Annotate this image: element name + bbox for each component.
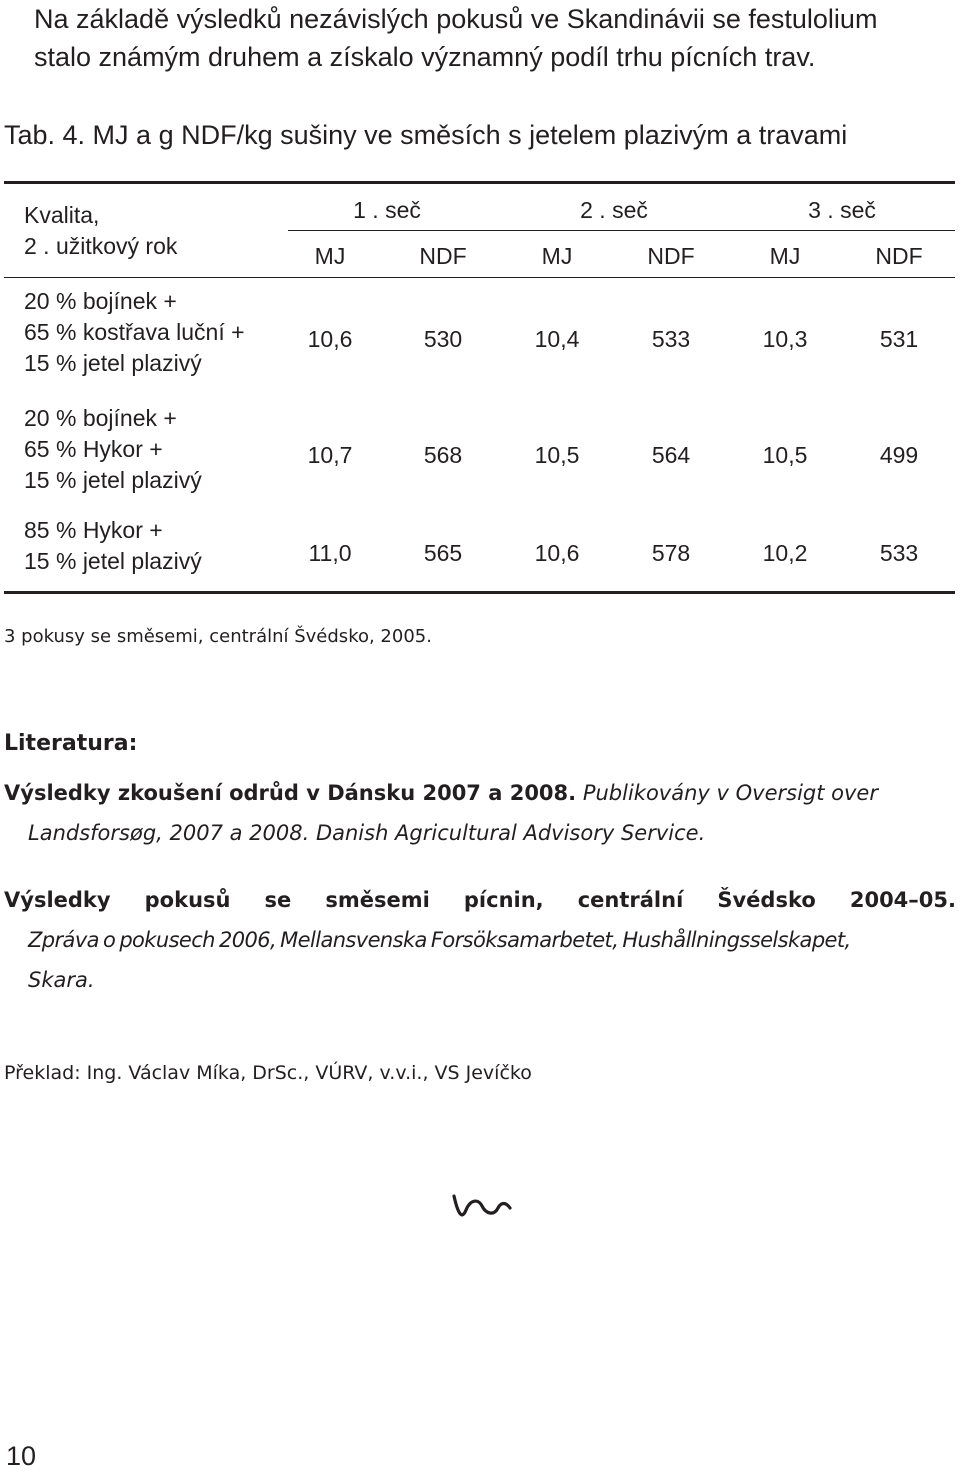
column-header-cut-3: 3 . seč xyxy=(808,197,876,223)
reference-title: Výsledky zkoušení odrůd v Dánsku 2007 a 2008. xyxy=(4,781,577,805)
table-cell: 10,6 xyxy=(307,326,353,352)
table-cell: 10,6 xyxy=(534,540,580,566)
table-header-rule xyxy=(4,277,955,278)
table-cell: 10,3 xyxy=(762,326,808,352)
intro-paragraph xyxy=(34,0,954,76)
translator-credit: Překlad: Ing. Václav Míka, DrSc., VÚRV, v.v.i., VS Jevíčko xyxy=(4,1062,532,1084)
row-label-line: 15 % jetel plazivý xyxy=(24,467,202,493)
table-row-label xyxy=(24,403,202,496)
table-cell: 533 xyxy=(879,540,919,566)
table-cell: 531 xyxy=(879,326,919,352)
table-cell: 10,5 xyxy=(762,442,808,468)
page-number: 10 xyxy=(6,1441,37,1471)
table-cell: 10,7 xyxy=(307,442,353,468)
table-cell: 568 xyxy=(423,442,463,468)
table-cell: 530 xyxy=(423,326,463,352)
table-bottom-rule xyxy=(4,591,955,594)
table-row-label xyxy=(24,515,202,577)
subheader-mj: MJ xyxy=(769,243,801,269)
table-row-label xyxy=(24,286,245,379)
reference-detail: Publikovány v Oversigt over xyxy=(582,781,878,805)
table-title: Tab. 4. MJ a g NDF/kg sušiny ve směsích s jetelem plazivým a travami xyxy=(4,120,848,150)
row-label-line: 20 % bojínek + xyxy=(24,405,177,431)
table-cell: 565 xyxy=(423,540,463,566)
row-label-line: 65 % Hykor + xyxy=(24,436,163,462)
row-label-line: 85 % Hykor + xyxy=(24,517,163,543)
intro-line: stalo známým druhem a získalo významný podíl trhu pícních trav. xyxy=(34,42,816,72)
column-header-cut-2: 2 . seč xyxy=(580,197,648,223)
row-label-line: 15 % jetel plazivý xyxy=(24,548,202,574)
literature-reference-1 xyxy=(4,773,956,853)
table-note: 3 pokusy se směsemi, centrální Švédsko, 2005. xyxy=(4,626,432,647)
reference-title: Výsledky pokusů se směsemi pícnin, centrální Švédsko 2004–05. xyxy=(4,888,956,912)
table-corner-header xyxy=(24,200,177,262)
table-subheader-rule xyxy=(288,230,955,231)
table-cell: 11,0 xyxy=(308,540,352,566)
subheader-ndf: NDF xyxy=(647,243,695,269)
corner-line: Kvalita, xyxy=(24,202,100,228)
subheader-mj: MJ xyxy=(314,243,346,269)
literature-heading: Literatura: xyxy=(4,731,138,756)
subheader-mj: MJ xyxy=(541,243,573,269)
literature-reference-2 xyxy=(4,880,956,1000)
reference-detail: Zpráva o pokusech 2006, Mellansvenska Forsöksamarbetet, Hushållningsselskapet, xyxy=(28,928,851,952)
table-cell: 533 xyxy=(651,326,691,352)
row-label-line: 20 % bojínek + xyxy=(24,288,177,314)
reference-detail: Landsforsøg, 2007 a 2008. Danish Agricultural Advisory Service. xyxy=(28,821,706,845)
table-cell: 578 xyxy=(651,540,691,566)
subheader-ndf: NDF xyxy=(875,243,923,269)
intro-line: Na základě výsledků nezávislých pokusů ve Skandinávii se festulolium xyxy=(34,4,878,34)
corner-line: 2 . užitkový rok xyxy=(24,233,178,259)
table-cell: 10,4 xyxy=(534,326,580,352)
table-top-rule xyxy=(4,181,955,184)
subheader-ndf: NDF xyxy=(419,243,467,269)
row-label-line: 15 % jetel plazivý xyxy=(24,350,202,376)
reference-detail: Skara. xyxy=(28,968,95,992)
table-cell: 564 xyxy=(651,442,691,468)
table-cell: 10,2 xyxy=(762,540,808,566)
table-cell: 10,5 xyxy=(534,442,580,468)
column-header-cut-1: 1 . seč xyxy=(353,197,421,223)
table-cell: 499 xyxy=(879,442,919,468)
row-label-line: 65 % kostřava luční + xyxy=(24,319,245,345)
swash-ornament-icon xyxy=(448,1190,514,1231)
